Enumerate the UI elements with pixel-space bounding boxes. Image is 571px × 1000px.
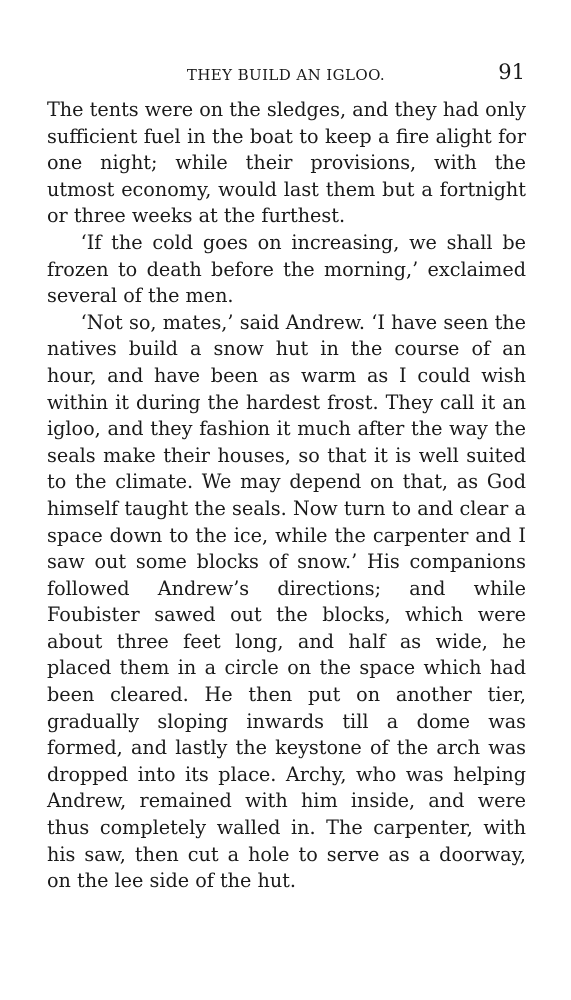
- body-text: [47, 97, 526, 895]
- paragraph: The tents were on the sledges, and they had only sufficient fuel in the boat to keep a fire alight for one night; while their provisions, with the utmost economy, would last them but a fortnight or three weeks at the furthest.: [47, 98, 526, 228]
- paragraph: ‘Not so, mates,’ said Andrew. ‘I have seen the natives build a snow hut in the course of an hour, and have been as warm as I could wish within it during the hardest frost. They call it an igloo, and they fashion it much after the way the seals make their houses, so that it is well suited to the climate. We may depend on that, as God himself taught the seals. Now turn to and clear a space down to the ice, while the carpenter and I saw out some blocks of snow.’ His companions followed Andrew’s directions; and while Foubister sawed out the blocks, which were about three feet long, and half as wide, he placed them in a circle on the space which had been cleared. He then put on another tier, gradually sloping inwards till a dome was formed, and lastly the keystone of the arch was dropped into its place. Archy, who was helping Andrew, remained with him inside, and were thus completely walled in. The carpenter, with his saw, then cut a hole to serve as a doorway, on the lee side of the hut.: [47, 310, 526, 893]
- page-number: 91: [498, 60, 525, 84]
- running-head: [47, 60, 525, 90]
- running-title: THEY BUILD AN IGLOO.: [186, 66, 386, 84]
- paragraph: ‘If the cold goes on increasing, we shall be frozen to death before the morning,’ exclaimed several of the men.: [47, 230, 526, 308]
